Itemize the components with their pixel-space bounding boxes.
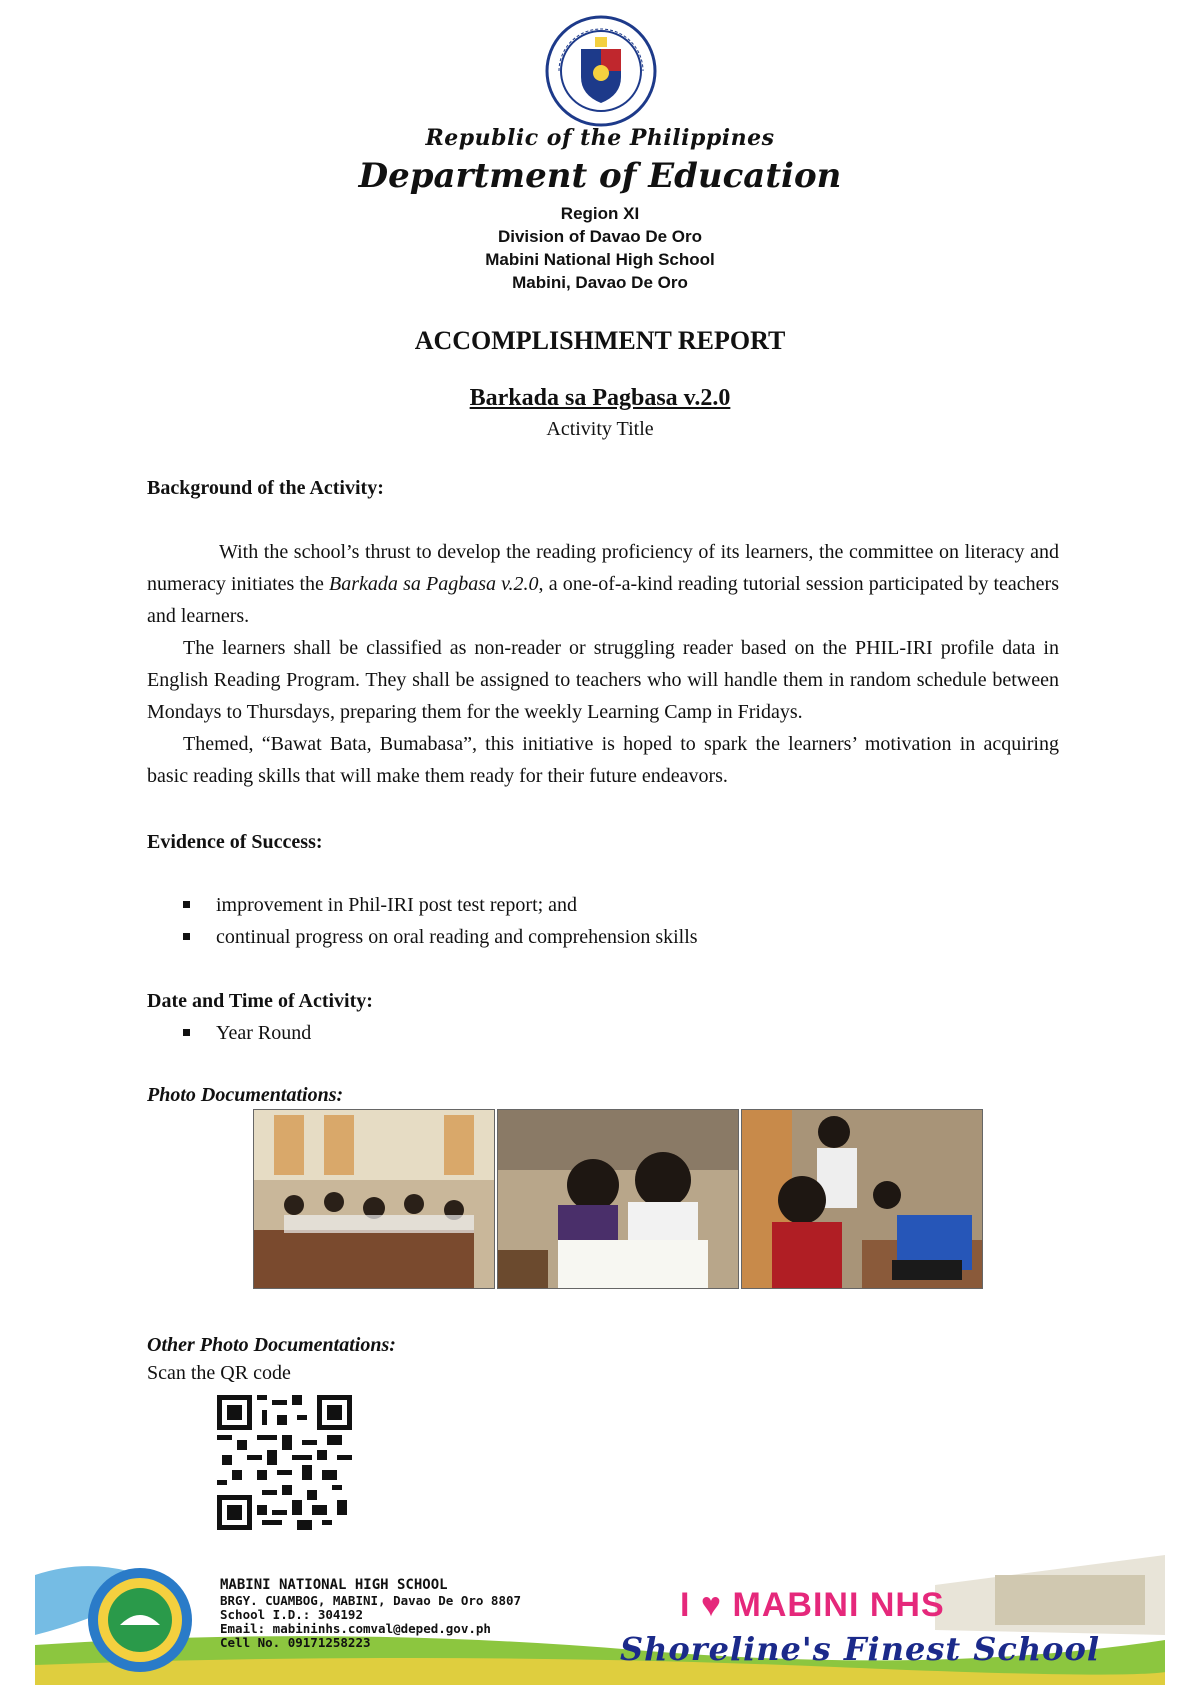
bullet-icon — [183, 933, 190, 940]
evidence-heading: Evidence of Success: — [147, 831, 323, 853]
bullet-icon — [183, 1029, 190, 1036]
date-heading: Date and Time of Activity: — [147, 990, 373, 1012]
footer-email: Email: mabininhs.comval@deped.gov.ph — [220, 1621, 491, 1636]
background-paragraph-1: With the school’s thrust to develop the reading proficiency of its learners, the committee on literacy and numeracy initiates the Barkada sa Pagbasa v.2.0, a one-of-a-kind reading tutorial session participated by teachers and learners. — [147, 541, 1059, 627]
list-item: improvement in Phil-IRI post test report; and — [183, 894, 577, 917]
region-line: Region XI — [560, 204, 640, 223]
background-paragraph-2: The learners shall be classified as non-reader or struggling reader based on the PHIL-IRI profile data in English Reading Program. They shall be assigned to teachers who will handle them in random schedule between Mondays to Thursdays, preparing them for the weekly Learning Camp in Fridays. — [147, 637, 1059, 723]
list-item: Year Round — [183, 1022, 311, 1045]
footer-address: BRGY. CUAMBOG, MABINI, Davao De Oro 8807 — [220, 1593, 522, 1608]
town-line: Mabini, Davao De Oro — [512, 273, 688, 292]
division-line: Division of Davao De Oro — [497, 227, 703, 246]
activity-caption: Activity Title — [546, 418, 654, 440]
brand-logo: I ♥ MABINI NHS — [680, 1586, 945, 1624]
footer-school-id: School I.D.: 304192 — [220, 1607, 363, 1622]
background-paragraph-3: Themed, “Bawat Bata, Bumabasa”, this initiative is hoped to spark the learners’ motivation in acquiring basic reading skills that will make them ready for their future endeavors. — [147, 733, 1059, 787]
footer-school-name: MABINI NATIONAL HIGH SCHOOL — [220, 1577, 448, 1593]
activity-name: Barkada sa Pagbasa v.2.0 — [469, 385, 731, 411]
department-heading: Department of Education — [358, 156, 842, 196]
background-body — [147, 536, 1059, 792]
activity-photo-2 — [497, 1109, 739, 1289]
footer-cell: Cell No. 09171258223 — [220, 1635, 371, 1650]
photo-heading: Photo Documentations: — [147, 1084, 344, 1106]
republic-heading: Republic of the Philippines — [425, 125, 775, 151]
school-line: Mabini National High School — [485, 250, 715, 269]
background-heading: Background of the Activity: — [147, 477, 384, 499]
deped-seal-logo — [545, 15, 657, 127]
activity-photo-1 — [253, 1109, 495, 1289]
list-item: continual progress on oral reading and comprehension skills — [183, 926, 698, 949]
school-logo — [85, 1565, 195, 1675]
qr-instruction: Scan the QR code — [147, 1362, 291, 1384]
report-title: ACCOMPLISHMENT REPORT — [414, 326, 786, 355]
bullet-icon — [183, 901, 190, 908]
qr-code[interactable] — [217, 1395, 352, 1530]
school-tagline: Shoreline's Finest School — [620, 1630, 1100, 1668]
other-photo-heading: Other Photo Documentations: — [147, 1334, 396, 1356]
activity-photo-3 — [741, 1109, 983, 1289]
